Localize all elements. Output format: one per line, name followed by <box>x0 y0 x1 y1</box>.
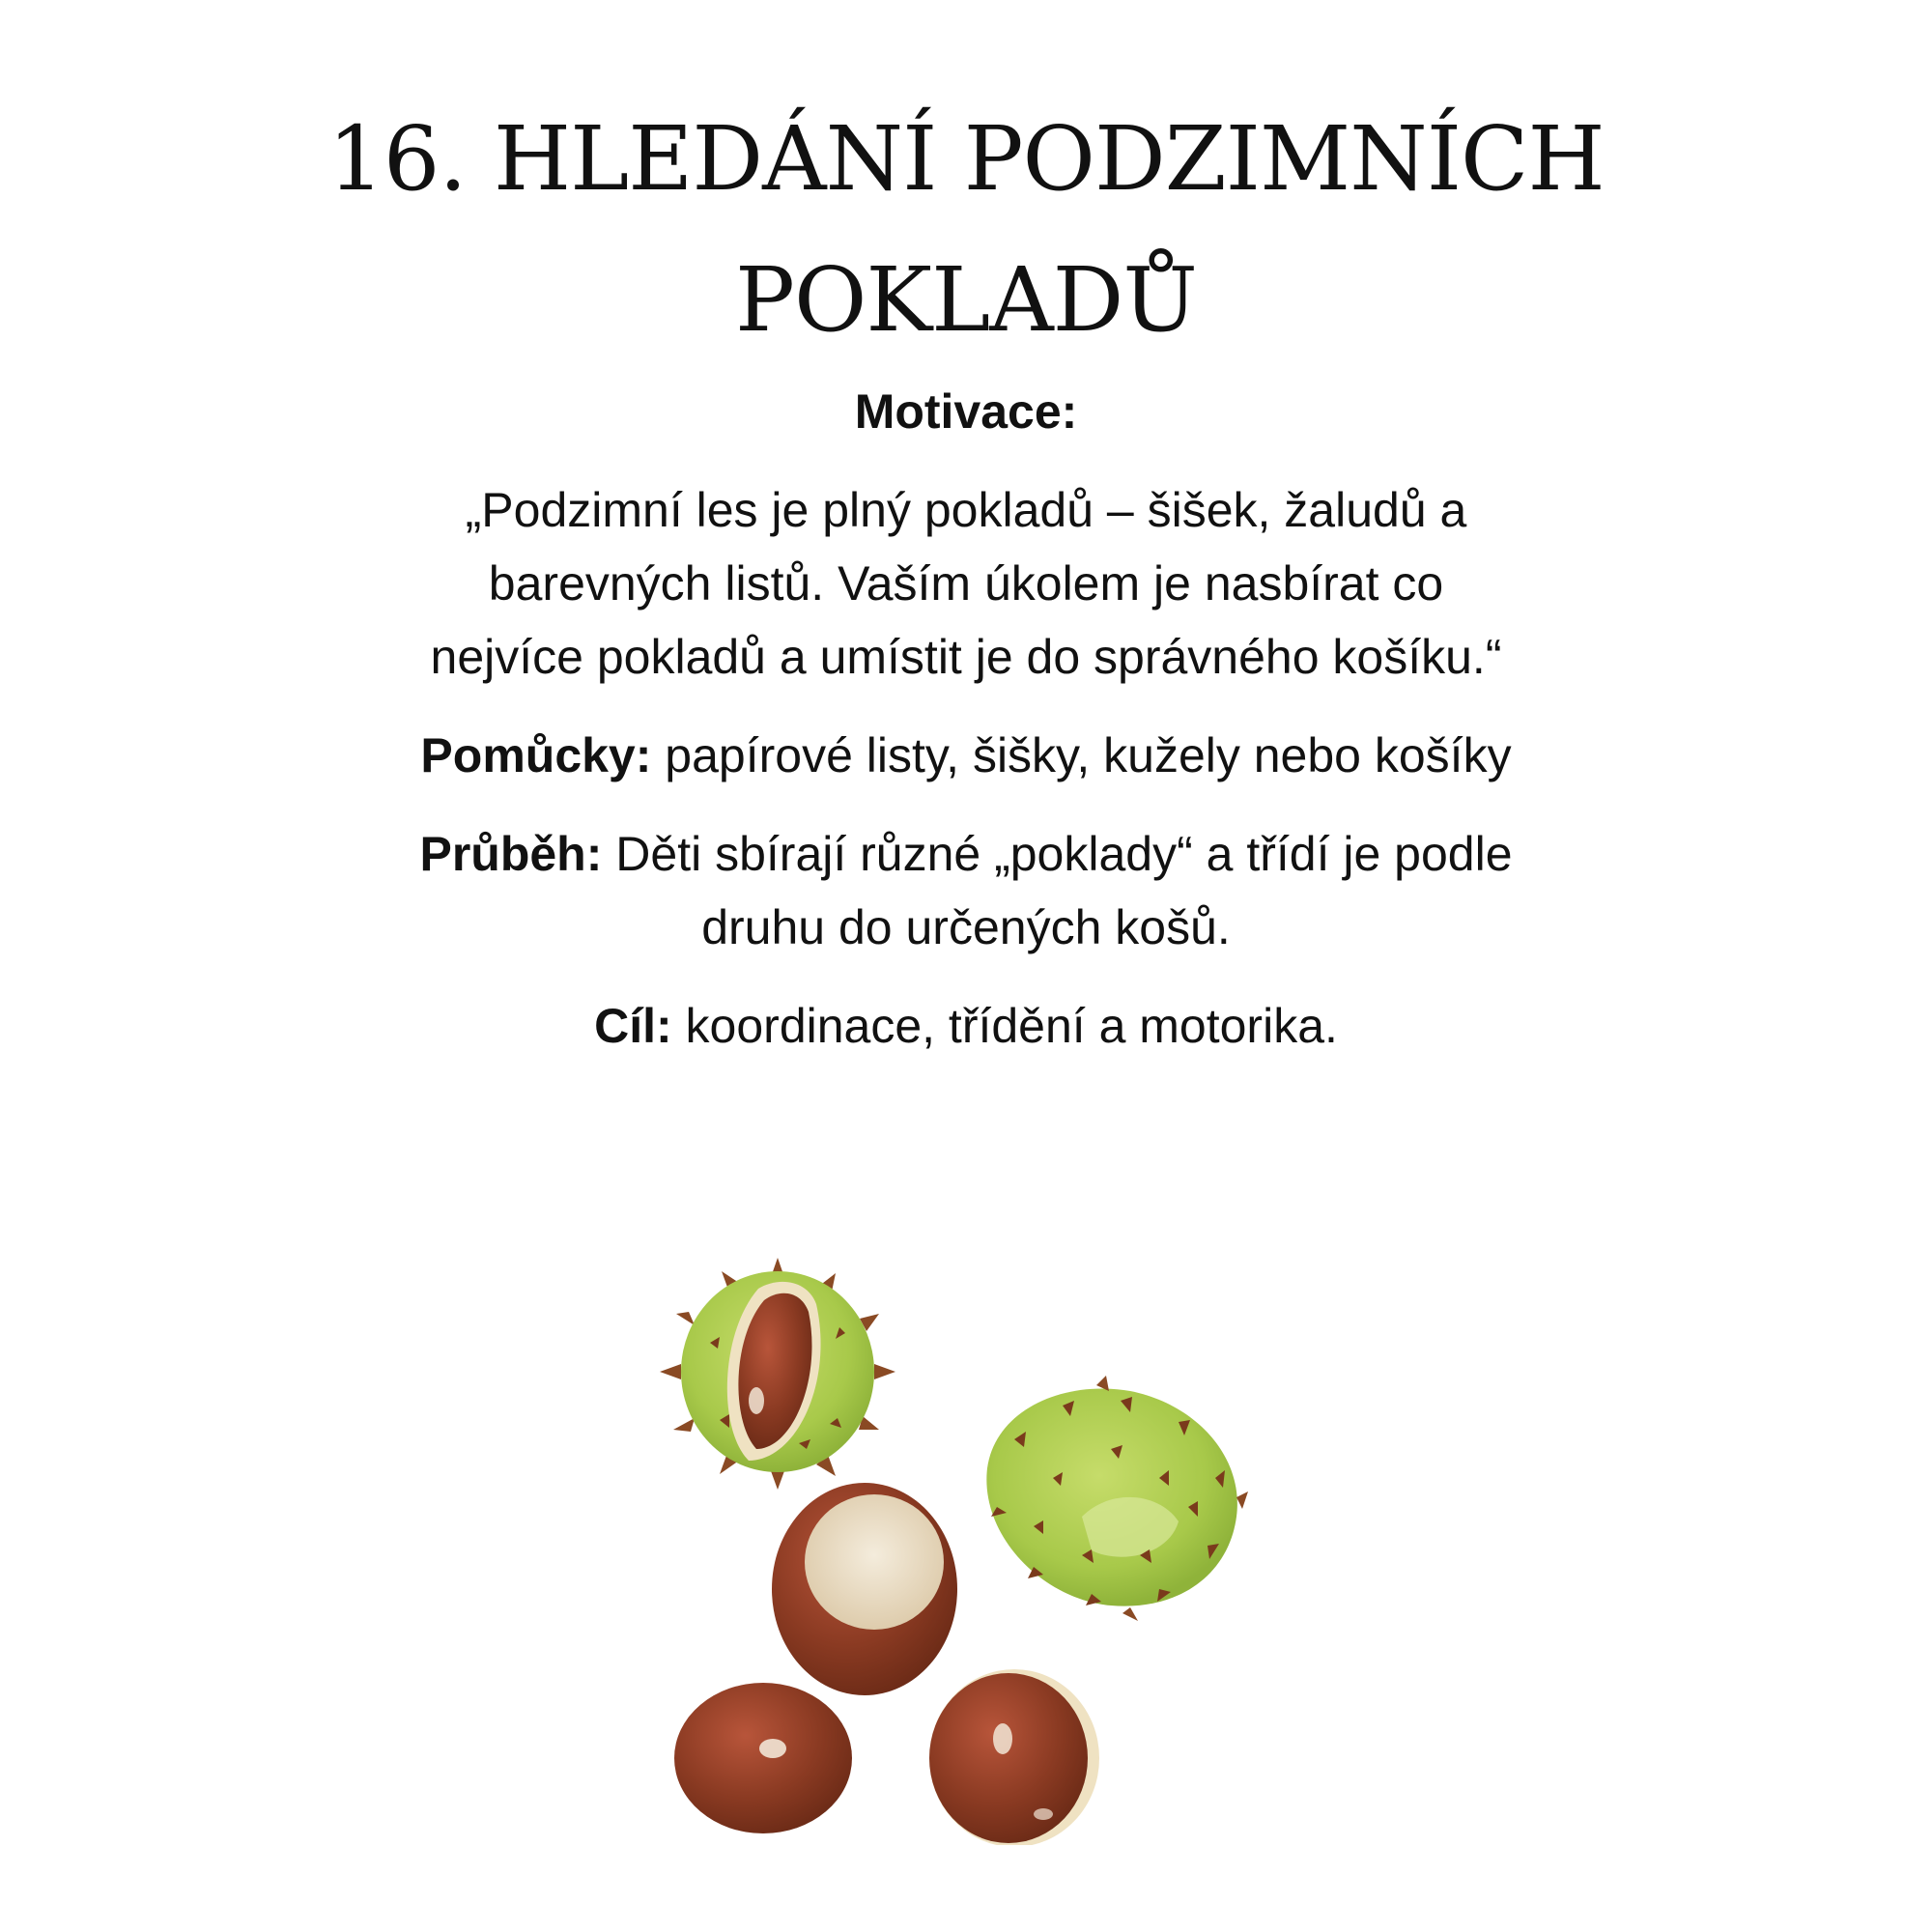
goal-label: Cíl: <box>594 999 672 1053</box>
process-label: Průběh: <box>419 827 603 881</box>
title-line-2: POKLADŮ <box>735 248 1197 352</box>
chestnut-icon <box>674 1683 852 1833</box>
motivation-label: Motivace: <box>854 384 1078 439</box>
title-line-1: 16. HLEDÁNÍ PODZIMNÍCH <box>327 107 1605 211</box>
open-husk-icon <box>660 1258 895 1490</box>
tools-text: papírové listy, šišky, kužely nebo košíky <box>665 728 1512 782</box>
activity-description <box>406 375 1526 1088</box>
motivation-text: „Podzimní les je plný pokladů – šišek, žaludů a barevných listů. Vaším úkolem je nasbírat co nejvíce pokladů a umístit je do správného košíku.“ <box>430 483 1502 684</box>
goal-text: koordinace, třídění a motorika. <box>685 999 1338 1053</box>
page-title <box>0 89 1932 371</box>
tools-label: Pomůcky: <box>420 728 652 782</box>
process-text: Děti sbírají různé „poklady“ a třídí je podle druhu do určených košů. <box>615 827 1513 954</box>
tools-section <box>406 719 1526 792</box>
chestnut-icon <box>929 1669 1099 1845</box>
goal-section <box>406 989 1526 1063</box>
process-section <box>406 817 1526 964</box>
peeled-chestnut-icon <box>772 1483 957 1695</box>
chestnuts-illustration <box>618 1208 1314 1845</box>
spiky-husk-icon <box>986 1376 1248 1621</box>
